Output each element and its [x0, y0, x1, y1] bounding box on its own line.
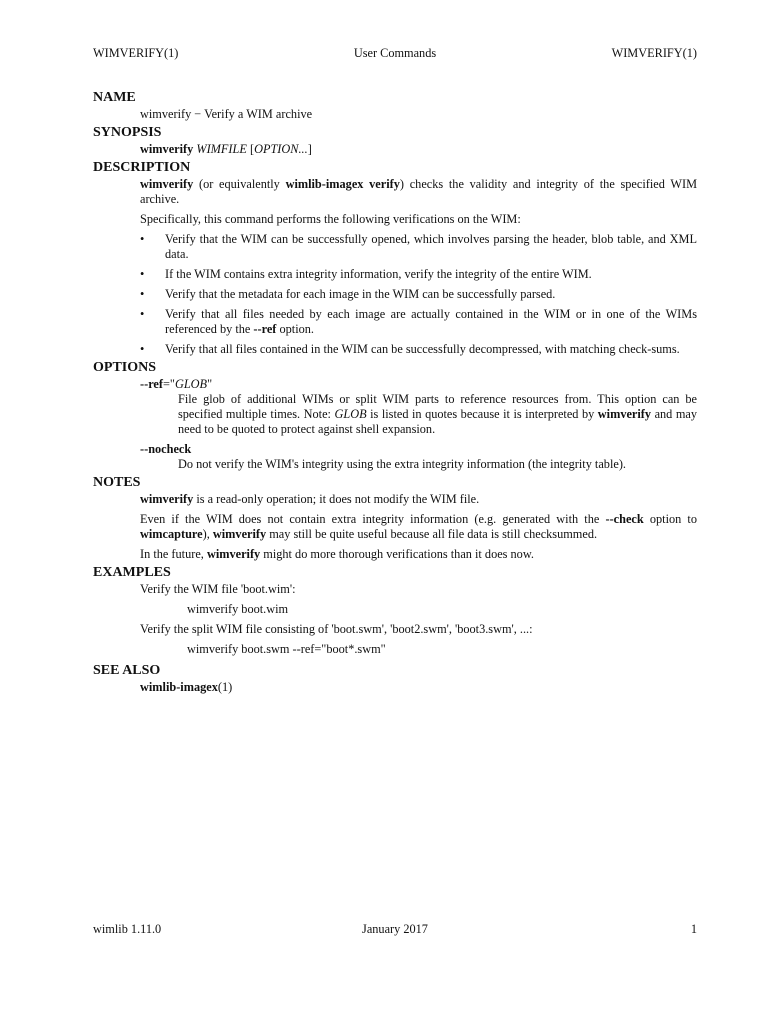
option-ref-description	[178, 392, 697, 437]
notes-text-a: Even if the WIM does not contain extra integrity information (e.g. generated with the	[140, 512, 606, 526]
header-center: User Commands	[353, 46, 437, 60]
section-examples	[93, 564, 697, 657]
example-1-code: wimverify boot.wim	[187, 602, 289, 616]
notes-text: is a read-only operation; it does not modify the WIM file.	[193, 492, 480, 506]
synopsis-command: wimverify	[140, 142, 194, 156]
section-heading-name: NAME	[93, 90, 136, 105]
section-heading-see-also: SEE ALSO	[93, 663, 161, 678]
synopsis-line	[140, 142, 697, 157]
description-paragraph-2: Specifically, this command performs the following verifications on the WIM:	[140, 212, 521, 226]
notes-cmd-future: wimverify	[206, 547, 261, 561]
notes-cmd-verify: wimverify	[212, 527, 267, 541]
list-item-text: If the WIM contains extra integrity information, verify the integrity of the entire WIM.	[165, 267, 592, 281]
notes-text-c: ),	[202, 527, 213, 541]
list-item-text: Verify that all files needed by each image are actually contained in the WIM or in one of the WIMs referenced by the	[165, 307, 697, 336]
list-item	[140, 267, 697, 282]
example-2-code: wimverify boot.swm --ref="boot*.swm"	[187, 642, 386, 656]
notes-text-e: In the future,	[140, 547, 207, 561]
option-ref-glob: GLOB	[174, 377, 208, 391]
description-cmd: wimverify	[140, 177, 194, 191]
verification-list	[140, 232, 697, 357]
option-ref	[140, 377, 697, 437]
notes-text-b: option to	[643, 512, 697, 526]
notes-cmd-capture: wimcapture	[140, 527, 203, 541]
list-item-text: Verify that the WIM can be successfully opened, which involves parsing the header, blob table, and XML data.	[165, 232, 697, 261]
bullet-icon: •	[140, 232, 145, 246]
synopsis-option: OPTION...	[254, 142, 308, 156]
man-page-content	[93, 89, 697, 695]
notes-paragraph-1	[140, 492, 697, 507]
section-heading-examples: EXAMPLES	[93, 565, 171, 580]
section-synopsis	[93, 124, 697, 157]
see-also-cmd: wimlib-imagex	[140, 680, 218, 694]
section-heading-description: DESCRIPTION	[93, 160, 191, 175]
page-header	[93, 46, 697, 62]
section-notes	[93, 474, 697, 562]
section-heading-synopsis: SYNOPSIS	[93, 125, 162, 140]
description-text-b: ) checks the validity and integrity of the specified WIM archive.	[140, 177, 698, 206]
notes-paragraph-3	[140, 547, 697, 562]
list-item-option: --ref	[253, 322, 277, 336]
option-ref-desc-c: and may need to be quoted to protect against shell expansion.	[178, 407, 698, 436]
description-paragraph-1	[140, 177, 697, 207]
option-ref-desc-cmd: wimverify	[597, 407, 652, 421]
name-text: wimverify − Verify a WIM archive	[140, 107, 313, 121]
option-nocheck	[140, 442, 697, 472]
list-item	[140, 287, 697, 302]
see-also-section: (1)	[217, 680, 233, 694]
section-name	[93, 89, 697, 122]
description-text-a: (or equivalently	[193, 177, 286, 191]
list-item-text: Verify that the metadata for each image in the WIM can be successfully parsed.	[165, 287, 556, 301]
synopsis-bracket-close: ]	[307, 142, 312, 156]
option-ref-quote: "	[207, 377, 213, 391]
list-item-text: Verify that all files contained in the WIM can be successfully decompressed, with matching check-sums.	[165, 342, 680, 356]
bullet-icon: •	[140, 342, 145, 356]
synopsis-wimfile: WIMFILE	[196, 142, 247, 156]
bullet-icon: •	[140, 287, 145, 301]
footer-page-number: 1	[690, 922, 697, 936]
section-heading-options: OPTIONS	[93, 360, 157, 375]
option-nocheck-description: Do not verify the WIM's integrity using the extra integrity information (the integrity table).	[178, 457, 626, 471]
section-see-also	[93, 662, 697, 695]
notes-text-f: might do more thorough verifications than it does now.	[260, 547, 534, 561]
bullet-icon: •	[140, 267, 145, 281]
option-ref-flag: --ref	[140, 377, 163, 391]
option-nocheck-flag: --nocheck	[140, 442, 192, 456]
bullet-icon: •	[140, 307, 145, 321]
section-description	[93, 159, 697, 357]
list-item	[140, 342, 697, 357]
option-nocheck-term	[140, 442, 697, 457]
option-ref-desc-b: is listed in quotes because it is interpreted by	[366, 407, 598, 421]
header-left: WIMVERIFY(1)	[93, 46, 179, 60]
notes-text-d: may still be quite useful because all file data is still checksummed.	[266, 527, 598, 541]
synopsis-bracket-open: [	[246, 142, 255, 156]
list-item-text-end: option.	[276, 322, 314, 336]
option-ref-term	[140, 377, 697, 392]
option-ref-eq: ="	[162, 377, 175, 391]
header-right: WIMVERIFY(1)	[611, 46, 697, 60]
list-item	[140, 307, 697, 337]
notes-option: --check	[605, 512, 644, 526]
footer-left: wimlib 1.11.0	[93, 922, 162, 936]
section-heading-notes: NOTES	[93, 475, 141, 490]
list-item	[140, 232, 697, 262]
example-1-text: Verify the WIM file 'boot.wim':	[140, 582, 296, 596]
option-ref-desc-a: File glob of additional WIMs or split WIM parts to reference resources from. This option can be specified multiple times. Note:	[178, 392, 697, 421]
footer-center: January 2017	[362, 922, 428, 936]
description-alt-cmd: wimlib-imagex verify	[285, 177, 400, 191]
section-options	[93, 359, 697, 472]
page-footer	[93, 922, 697, 938]
notes-paragraph-2	[140, 512, 697, 542]
see-also-reference	[140, 680, 697, 695]
option-ref-desc-glob: GLOB	[334, 407, 367, 421]
notes-cmd: wimverify	[140, 492, 194, 506]
example-2-text: Verify the split WIM file consisting of 'boot.swm', 'boot2.swm', 'boot3.swm', ...:	[140, 622, 533, 636]
